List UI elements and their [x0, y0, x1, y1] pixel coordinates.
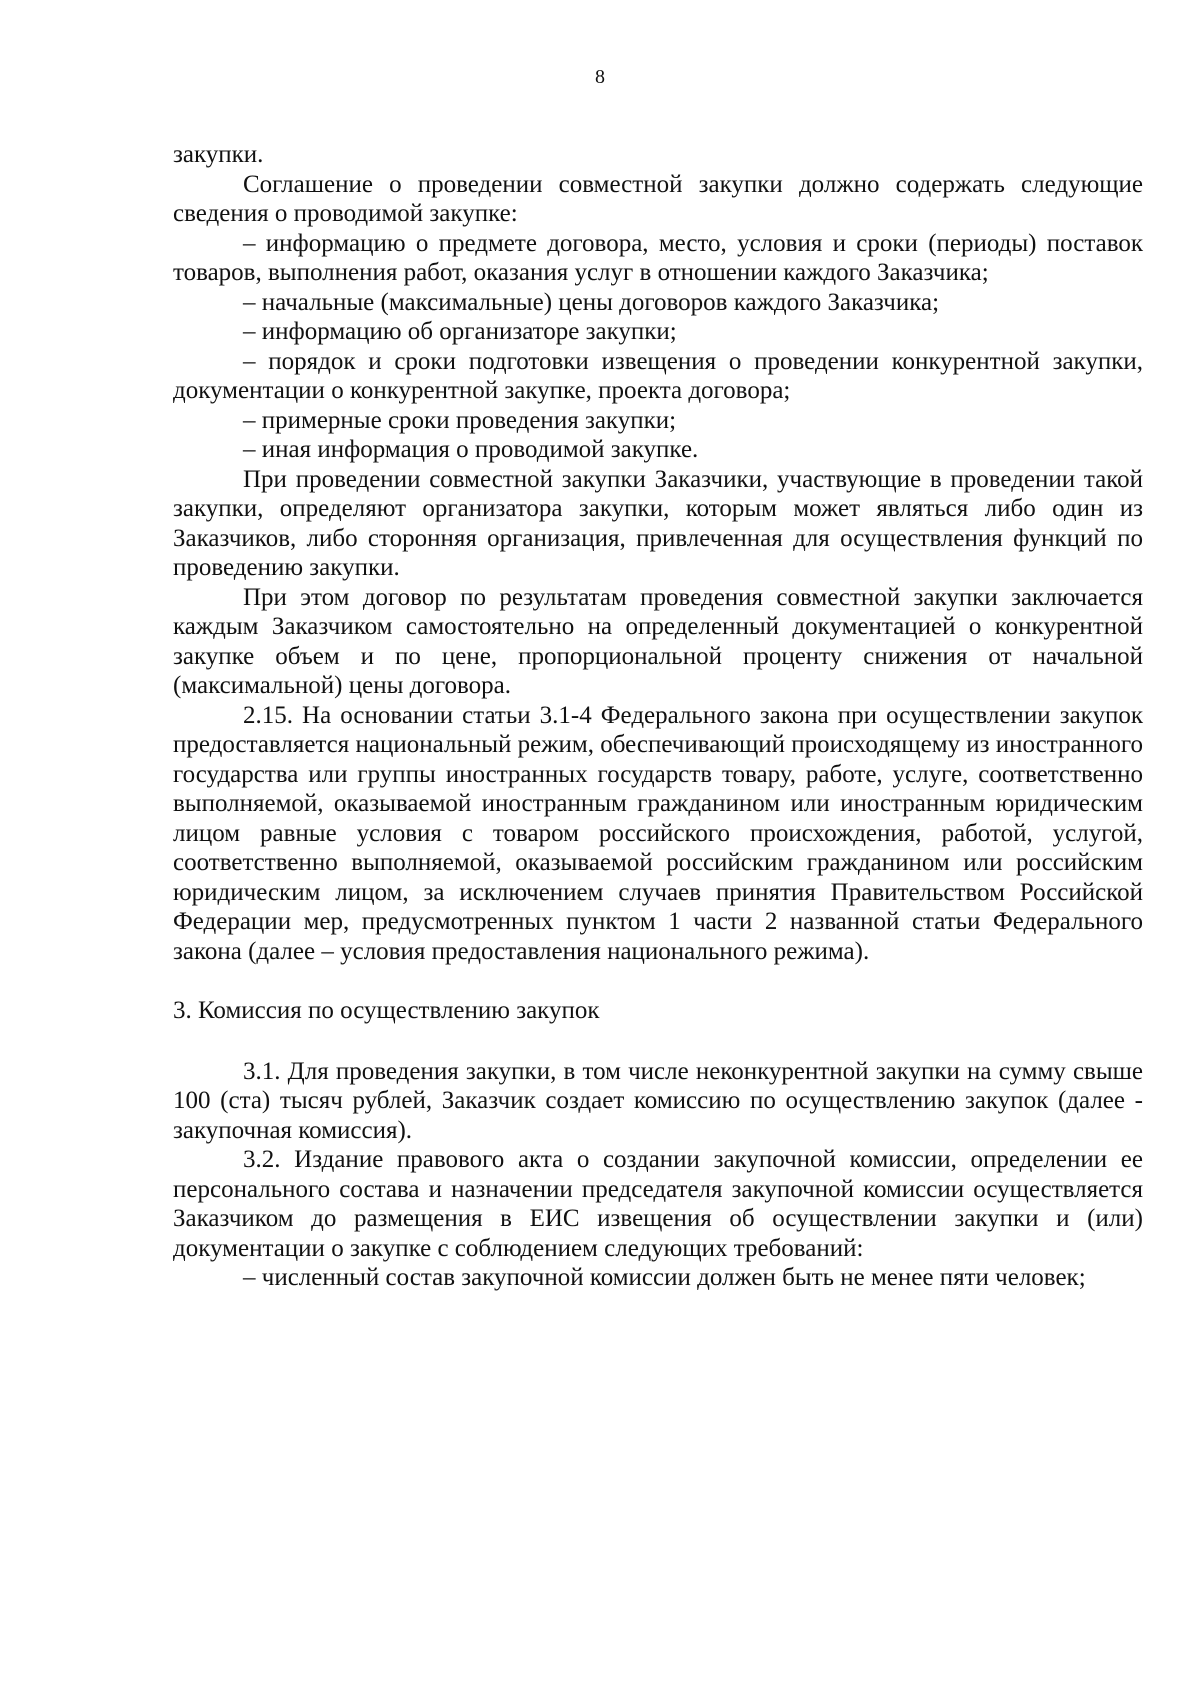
paragraph: – примерные сроки проведения закупки;	[243, 406, 677, 434]
paragraph: – начальные (максимальные) цены договоров каждого Заказчика;	[243, 288, 940, 316]
paragraph: 2.15. На основании статьи 3.1-4 Федерального закона при осуществлении закупок предоставляется национальный режим, обеспечивающий происходящему из иностранного государства или группы иностранных государств товару, работе, услуге, соответственно выполняемой, оказываемой иностранным гражданином или иностранным юридическим лицом равные условия с товаром российского происхождения, работой, услугой, соответственно выполняемой, оказываемой российским гражданином или российским юридическим лицом, за исключением случаев принятия Правительством Российской Федерации мер, предусмотренных пунктом 1 части 2 названной статьи Федерального закона (далее – условия предоставления национального режима).	[173, 701, 1143, 965]
paragraph: При проведении совместной закупки Заказчики, участвующие в проведении такой закупки, определяют организатора закупки, которым может являться либо один из Заказчиков, либо сторонняя организация, привлеченная для осуществления функций по проведению закупки.	[173, 465, 1143, 581]
paragraph: – численный состав закупочной комиссии должен быть не менее пяти человек;	[243, 1264, 1086, 1291]
paragraph: – иная информация о проводимой закупке.	[243, 436, 699, 463]
section-heading: 3. Комиссия по осуществлению закупок	[173, 997, 600, 1024]
document-body	[173, 140, 1143, 1293]
paragraphs-before-heading	[173, 140, 1143, 966]
page-number: 8	[595, 66, 605, 88]
paragraph: 3.2. Издание правового акта о создании закупочной комиссии, определении ее персонального состава и назначении председателя закупочной комиссии осуществляется Заказчиком до размещения в ЕИС извещения об осуществлении закупки и (или) документации о закупке с соблюдением следующих требований:	[173, 1146, 1143, 1262]
paragraph: закупки.	[173, 141, 264, 168]
paragraph: При этом договор по результатам проведения совместной закупки заключается каждым Заказчиком самостоятельно на определенный документацией о конкурентной закупке объем и по цене, пропорциональной проценту снижения от начальной (максимальной) цены договора.	[173, 583, 1143, 699]
paragraph: – информацию о предмете договора, место, условия и сроки (периоды) поставок товаров, выполнения работ, оказания услуг в отношении каждого Заказчика;	[173, 229, 1143, 286]
paragraph: Соглашение о проведении совместной закупки должно содержать следующие сведения о проводимой закупке:	[173, 170, 1143, 227]
paragraph: – информацию об организаторе закупки;	[243, 318, 677, 345]
paragraph: – порядок и сроки подготовки извещения о проведении конкурентной закупки, документации о конкурентной закупке, проекта договора;	[173, 347, 1143, 404]
paragraphs-after-heading	[173, 1057, 1143, 1293]
paragraph: 3.1. Для проведения закупки, в том числе неконкурентной закупки на сумму свыше 100 (ста) тысяч рублей, Заказчик создает комиссию по осуществлению закупок (далее - закупочная комиссия).	[173, 1057, 1143, 1144]
